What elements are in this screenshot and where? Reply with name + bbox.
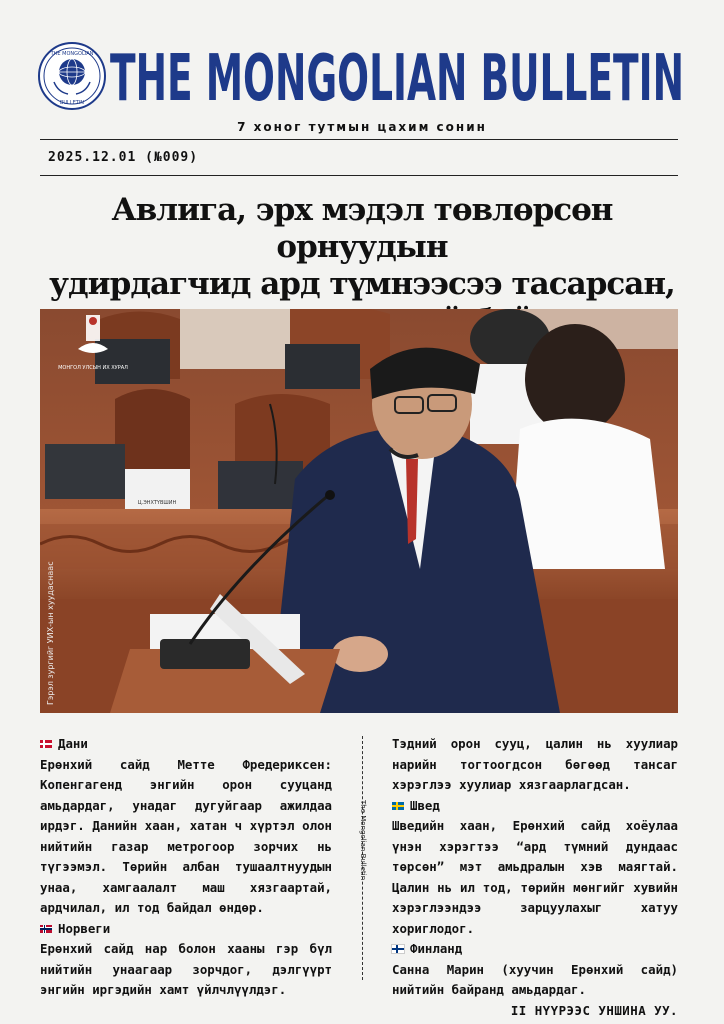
- country-heading-norway: Норвеги: [40, 919, 332, 940]
- headline-line-1: Авлига, эрх мэдэл төвлөрсөн орнуудын: [111, 192, 613, 265]
- issue-date: 2025.12.01 (№009): [48, 150, 199, 165]
- country-heading-denmark: Дани: [40, 734, 332, 755]
- norway-paragraph: Ерөнхий сайд нар болон хааны гэр бүл нийтийн унаагаар зорчдог, дэлгүүрт энгийн иргэдийн хамт үйлчлүүлдэг.: [40, 941, 332, 997]
- parliament-photo: [40, 309, 678, 713]
- headline-line-2: удирдагчид ард түмнээсээ тасарсан,: [49, 266, 675, 302]
- norway-flag-icon: [40, 925, 52, 933]
- svg-text:Ц.ЭНХТҮВШИН: Ц.ЭНХТҮВШИН: [137, 500, 177, 506]
- divider-label: The Mongolian Bulletin: [359, 800, 367, 881]
- svg-text:МОНГОЛ УЛСЫН ИХ ХУРАЛ: МОНГОЛ УЛСЫН ИХ ХУРАЛ: [58, 365, 128, 371]
- masthead: [38, 40, 684, 112]
- issue-rule: [40, 175, 678, 176]
- main-photo: [40, 309, 678, 713]
- svg-text:THE MONGOLIAN: THE MONGOLIAN: [50, 51, 94, 57]
- svg-text:BULLETIN: BULLETIN: [59, 100, 85, 106]
- photo-credit: Гэрэл зургийг УИХ-ын хуудаснаас: [46, 561, 55, 705]
- finland-flag-icon: [392, 945, 404, 953]
- country-heading-finland: Финланд: [392, 939, 678, 960]
- top-rule: [40, 139, 678, 140]
- bulletin-logo-icon: [38, 42, 106, 110]
- tagline: 7 хоног тутмын цахим сонин: [237, 120, 487, 134]
- sweden-paragraph: Шведийн хаан, Ерөнхий сайд хоёулаа үнэн хэрэгтээ “ард түмний дундаас төрсөн” мэт амьдралын хэв маягтай. Цалин нь ил тод, төрийн мөнгийг хувийн хэрэглээндээ зарцуулахыг хатуу хориглодог.: [392, 818, 678, 936]
- right-intro-paragraph: Тэдний орон сууц, цалин нь хуулиар нарийн тогтоогдсон бөгөөд тансаг хэрэглээ хуулиар хязгаарлагдсан.: [392, 736, 678, 792]
- left-column: [40, 734, 332, 1001]
- country-heading-sweden: Швед: [392, 796, 678, 817]
- continue-link[interactable]: II НҮҮРЭЭС УНШИНА УУ.: [510, 1002, 678, 1018]
- brand-title: [110, 38, 684, 110]
- sweden-flag-icon: [392, 802, 404, 810]
- denmark-flag-icon: [40, 740, 52, 748]
- svg-text:THE MONGOLIAN BULLETIN: THE MONGOLIAN BULLETIN: [110, 42, 684, 110]
- right-column: [392, 734, 678, 1021]
- finland-paragraph: Санна Марин (хуучин Ерөнхий сайд) нийтийн байранд амьдардаг.: [392, 961, 678, 997]
- denmark-paragraph: Ерөнхий сайд Метте Фредериксен: Копенгагенд энгийн орон сууцанд амьдардаг, унадаг дугуйгаар ажилдаа ирдэг. Данийн хаан, хатан ч хүртэл олон нийтийн газар метрогоор зорчих нь түгээмэл. Төрийн албан тушаалтнуудын унаа, хамгаалалт маш хязгаартай, ардчилал, ил тод байдал өндөр.: [40, 756, 332, 915]
